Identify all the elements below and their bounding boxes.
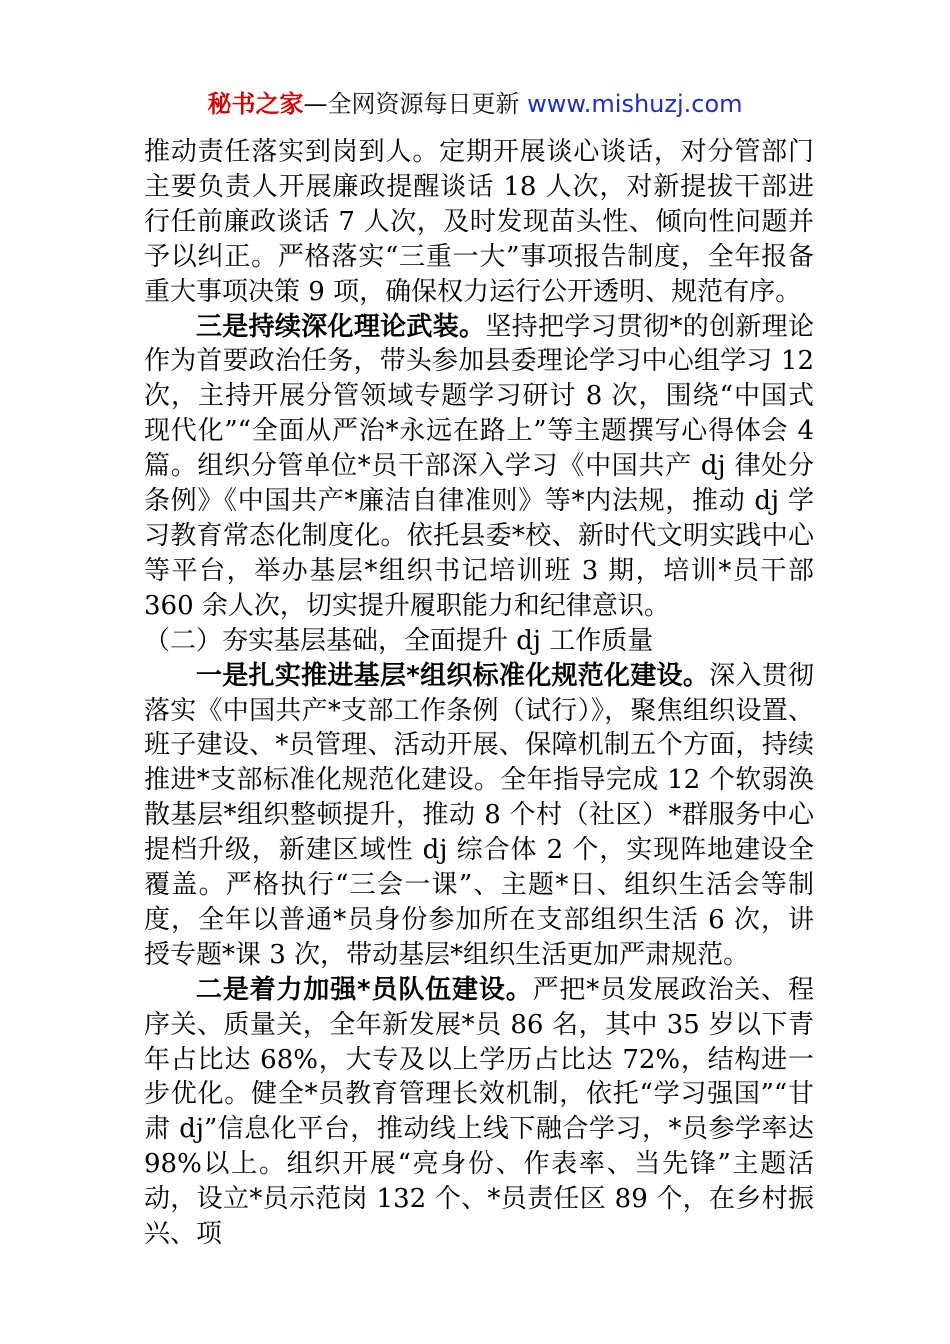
paragraph-team-building <box>144 973 814 1252</box>
paragraph-text: 严把*员发展政治关、程序关、质量关，全年新发展*员 86 名，其中 35 岁以下青年占比达 68%，大专及以上学历占比达 72%，结构进一步优化。健全*员教育管理长效机制，依托“学习强国”“甘肃 dj”信息化平台，推动线上线下融合学习，*员参学率达 98%以上。组织开展“亮身份、作表率、当先锋”主题活动，设立*员示范岗 132 个、*员责任区 89 个，在乡村振兴、项 <box>144 974 814 1250</box>
paragraph-text: 深入贯彻落实《中国共产*支部工作条例（试行）》，聚焦组织设置、班子建设、*员管理、活动开展、保障机制五个方面，持续推进*支部标准化规范化建设。全年指导完成 12 个软弱涣散基层*组织整顿提升，推动 8 个村（社区）*群服务中心提档升级，新建区域性 dj 综合体 2 个，实现阵地建设全覆盖。严格执行“三会一课”、主题*日、组织生活会等制度，全年以普通*员身份参加所在支部组织生活 6 次，讲授专题*课 3 次，带动基层*组织生活更加严肃规范。 <box>144 660 814 970</box>
header-dash: — <box>303 90 328 118</box>
site-brand: 秘书之家 <box>207 90 304 118</box>
section-heading: （二）夯实基层基础，全面提升 dj 工作质量 <box>144 625 654 656</box>
paragraph-theory <box>144 310 814 624</box>
site-url[interactable]: www.mishuzj.com <box>527 90 743 118</box>
paragraph-lead: 二是着力加强*员队伍建设。 <box>196 974 533 1005</box>
paragraph-standardization <box>144 659 814 973</box>
paragraph-text: 推动责任落实到岗到人。定期开展谈心谈话，对分管部门主要负责人开展廉政提醒谈话 18 人次，对新提拔干部进行任前廉政谈话 7 人次，及时发现苗头性、倾向性问题并予以纠正。严格落实“三重一大”事项报告制度，全年报备重大事项决策 9 项，确保权力运行公开透明、规范有序。 <box>144 137 814 307</box>
paragraph-lead: 三是持续深化理论武装。 <box>196 311 486 342</box>
site-tagline: 全网资源每日更新 <box>327 90 520 118</box>
paragraph-continued <box>144 135 814 310</box>
paragraph-text: 坚持把学习贯彻*的创新理论作为首要政治任务，带头参加县委理论学习中心组学习 12 次，主持开展分管领域专题学习研讨 8 次，围绕“中国式现代化”“全面从严治*永远在路上”等主题撰写心得体会 4 篇。组织分管单位*员干部深入学习《中国共产 dj 律处分条例》《中国共产*廉洁自律准则》等*内法规，推动 dj 学习教育常态化制度化。依托县委*校、新时代文明实践中心等平台，举办基层*组织书记培训班 3 期，培训*员干部 360 余人次，切实提升履职能力和纪律意识。 <box>144 311 814 621</box>
document-body <box>144 135 814 1252</box>
site-header <box>0 86 950 122</box>
paragraph-lead: 一是扎实推进基层*组织标准化规范化建设。 <box>196 660 710 691</box>
